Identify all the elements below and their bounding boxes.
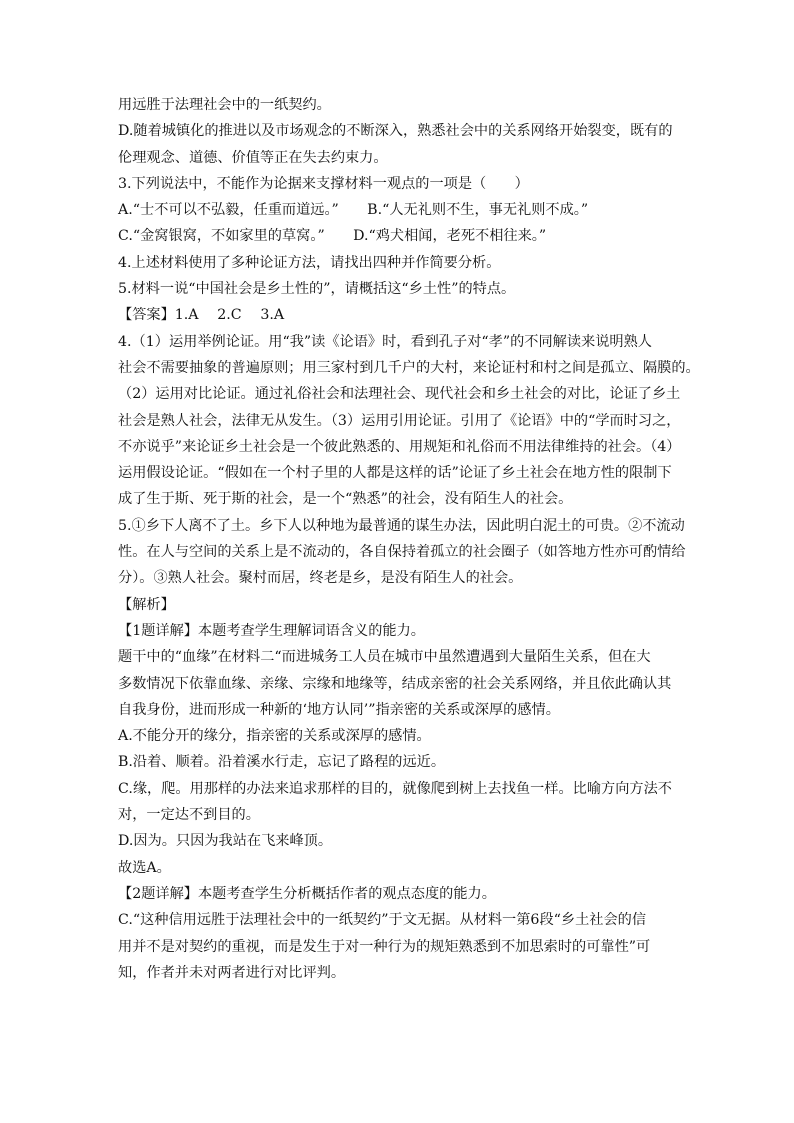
answer-4-line: 不亦说乎”来论证乡土社会是一个彼此熟悉的、用规矩和礼俗而不用法律维持的社会。（4） [118,438,681,455]
answer-5-line: 性。在人与空间的关系上是不流动的，各自保持着孤立的社会圈子（如答地方性亦可酌情给 [118,544,686,561]
answer-heading: 【答案】1.A 2.C 3.A [118,307,285,324]
analysis-1-line: 题干中的“血缘”在材料二“而进城务工人员在城市中虽然遭遇到大量陌生关系，但在大 [118,649,651,666]
text-line: 用远胜于法理社会中的一纸契约。 [118,97,331,113]
analysis-1-option-a: A.不能分开的缘分，指亲密的关系或深厚的感情。 [118,728,431,745]
analysis-1-option-b: B.沿着、顺着。沿着溪水行走，忘记了路程的远近。 [118,754,446,771]
analysis-heading: 【解析】 [118,596,175,613]
analysis-1-conclusion: 故选A。 [118,859,171,876]
analysis-1-option-c: 对，一定达不到目的。 [118,807,260,824]
question-4: 4.上述材料使用了多种论证方法，请找出四种并作简要分析。 [118,254,501,271]
answer-5-line: 分）。③熟人社会。聚村而居，终老是乡，是没有陌生人的社会。 [118,570,523,587]
text-line: D.随着城镇化的推进以及市场观念的不断深入，熟悉社会中的关系网络开始裂变，既有的 [118,123,673,140]
analysis-2-line: C.“这种信用远胜于法理社会中的一纸契约”于文无据。从材料一第6段“乡土社会的信 [118,912,647,929]
question-3: 3.下列说法中，不能作为论据来支撑材料一观点的一项是（ ） [118,175,529,192]
question-3-options-ab: A.“士不可以不弘毅，任重而道远。” B.“人无礼则不生，事无礼则不成。” [118,202,589,219]
answer-4-line: （2）运用对比论证。通过礼俗社会和法理社会、现代社会和乡土社会的对比，论证了乡土 [118,386,681,403]
answer-4-line: 社会是熟人社会，法律无从发生。（3）运用引用论证。引用了《论语》中的“学而时习之， [118,412,681,429]
analysis-2-heading: 【2题详解】本题考查学生分析概括作者的观点态度的能力。 [118,885,496,902]
analysis-1-line: 多数情况下依靠血缘、亲缘、宗缘和地缘等，结成亲密的社会关系网络，并且依此确认其 [118,675,672,692]
analysis-1-option-d: D.因为。只因为我站在飞来峰顶。 [118,833,333,850]
document-body [118,92,700,986]
analysis-1-line: 自我身份，进而形成一种新的‘地方认同’”指亲密的关系或深厚的感情。 [118,701,560,718]
answer-4-line: 4.（1）运用举例论证。用“我”读《论语》时，看到孔子对“孝”的不同解读来说明熟人 [118,333,652,350]
question-3-options-cd: C.“金窝银窝，不如家里的草窝。” D.“鸡犬相闻，老死不相往来。” [118,228,547,245]
analysis-1-heading: 【1题详解】本题考查学生理解词语含义的能力。 [118,622,425,639]
answer-4-line: 成了生于斯、死于斯的社会，是一个“熟悉”的社会，没有陌生人的社会。 [118,491,573,508]
question-5: 5.材料一说“中国社会是乡土性的”，请概括这“乡土性”的特点。 [118,281,516,298]
analysis-1-option-c: C.缘，爬。用那样的办法来追求那样的目的，就像爬到树上去找鱼一样。比喻方向方法不 [118,780,672,797]
text-line: 伦理观念、道德、价值等正在失去约束力。 [118,149,388,166]
answer-4-line: 运用假设论证。“假如在一个村子里的人都是这样的话”论证了乡土社会在地方性的限制下 [118,465,672,482]
analysis-2-line: 用并不是对契约的重视，而是发生于对一种行为的规矩熟悉到不加思索时的可靠性”可 [118,938,651,955]
analysis-2-line: 知，作者并未对两者进行对比评判。 [118,964,346,981]
answer-4-line: 社会不需要抽象的普遍原则；用三家村到几千户的大村，来论证村和村之间是孤立、隔膜的。 [118,359,700,376]
answer-5-line: 5.①乡下人离不了土。乡下人以种地为最普通的谋生办法，因此明白泥土的可贵。②不流动 [118,517,685,534]
